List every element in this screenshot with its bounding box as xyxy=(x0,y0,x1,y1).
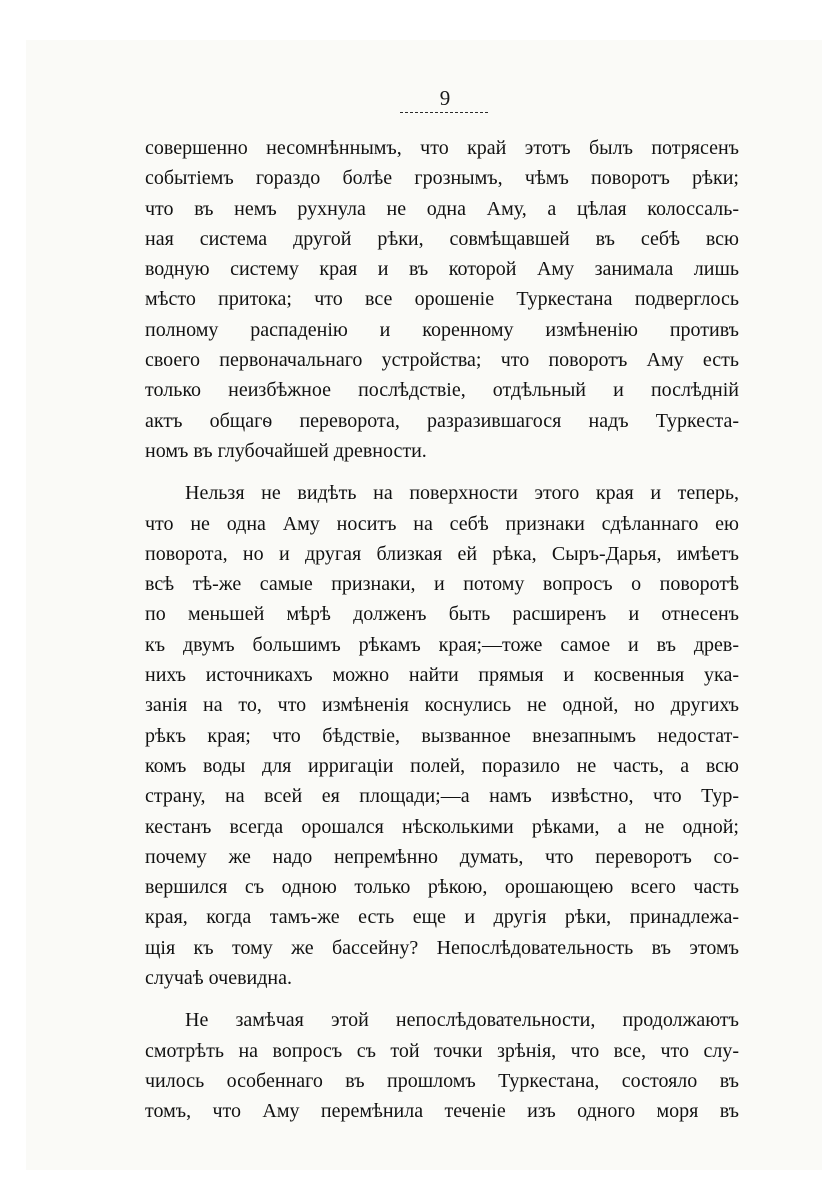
text-line: къ двумъ большимъ рѣкамъ края;—тоже самое и въ древ- xyxy=(145,633,739,656)
text-line: актъ общагѳ переворота, разразившагося надъ Туркеста- xyxy=(145,409,739,432)
text-line: смотрѣть на вопросъ съ той точки зрѣнія, что все, что слу- xyxy=(145,1039,739,1062)
paragraph xyxy=(145,133,739,466)
text-line: полному распаденію и коренному измѣненію противъ xyxy=(145,318,739,341)
text-line: нихъ источникахъ можно найти прямыя и косвенныя ука- xyxy=(145,664,739,687)
paragraph xyxy=(145,1005,739,1126)
paragraph-gap xyxy=(145,993,739,1005)
text-line: номъ въ глубочайшей древности. xyxy=(145,439,427,462)
text-line: водную систему края и въ которой Аму занимала лишь xyxy=(145,258,739,281)
text-line: ная система другой рѣки, совмѣщавшей въ себѣ всю xyxy=(145,227,739,250)
text-line: комъ воды для ирригаціи полей, поразило не часть, а всю xyxy=(145,754,739,777)
text-line: занія на то, что измѣненія коснулись не одной, но другихъ xyxy=(145,694,739,717)
text-line: страну, на всей ея площади;—а намъ извѣстно, что Тур- xyxy=(145,785,739,808)
text-line: мѣсто притока; что все орошеніе Туркестана подверглось xyxy=(145,288,739,311)
text-line: чилось особеннаго въ прошломъ Туркестана, состояло въ xyxy=(145,1069,739,1092)
text-line: Нельзя не видѣть на поверхности этого края и теперь, xyxy=(185,482,739,505)
text-line: по меньшей мѣрѣ долженъ быть расширенъ и отнесенъ xyxy=(145,603,739,626)
text-line: только неизбѣжное послѣдствіе, отдѣльный и послѣдній xyxy=(145,379,739,402)
paragraph-gap xyxy=(145,466,739,478)
text-line: края, когда тамъ-же есть еще и другія рѣки, принадлежа- xyxy=(145,906,739,929)
text-line: Не замѣчая этой непослѣдовательности, продолжаютъ xyxy=(185,1009,739,1032)
text-line: событіемъ гораздо болѣе грознымъ, чѣмъ поворотъ рѣки; xyxy=(145,167,739,190)
text-line: что въ немъ рухнула не одна Аму, а цѣлая колоссаль- xyxy=(145,197,739,220)
text-line: случаѣ очевидна. xyxy=(145,967,292,990)
text-line: почему же надо непремѣнно думать, что переворотъ со- xyxy=(145,845,739,868)
text-line: что не одна Аму носитъ на себѣ признаки сдѣланнаго ею xyxy=(145,512,739,535)
text-line: кестанъ всегда орошался нѣсколькими рѣками, а не одной; xyxy=(145,815,739,838)
text-line: совершенно несомнѣннымъ, что край этотъ былъ потрясенъ xyxy=(145,137,739,159)
text-line: щія къ тому же бассейну? Непослѣдовательность въ этомъ xyxy=(145,936,739,959)
page-number-rule xyxy=(400,112,488,113)
text-line: томъ, что Аму перемѣнила теченіе изъ одного моря въ xyxy=(145,1100,739,1123)
page-number: 9 xyxy=(439,86,451,110)
text-line: всѣ тѣ-же самые признаки, и потому вопросъ о поворотѣ xyxy=(145,573,739,596)
text-line: поворота, но и другая близкая ей рѣка, Сыръ-Дарья, имѣетъ xyxy=(145,542,739,565)
text-line: своего первоначальнаго устройства; что поворотъ Аму есть xyxy=(145,349,739,372)
text-line: вершился съ одною только рѣкою, орошающею всего часть xyxy=(145,876,739,899)
body-text xyxy=(145,133,739,1127)
paragraph xyxy=(145,478,739,993)
text-line: рѣкъ края; что бѣдствіе, вызванное внезапнымъ недостат- xyxy=(145,724,739,747)
